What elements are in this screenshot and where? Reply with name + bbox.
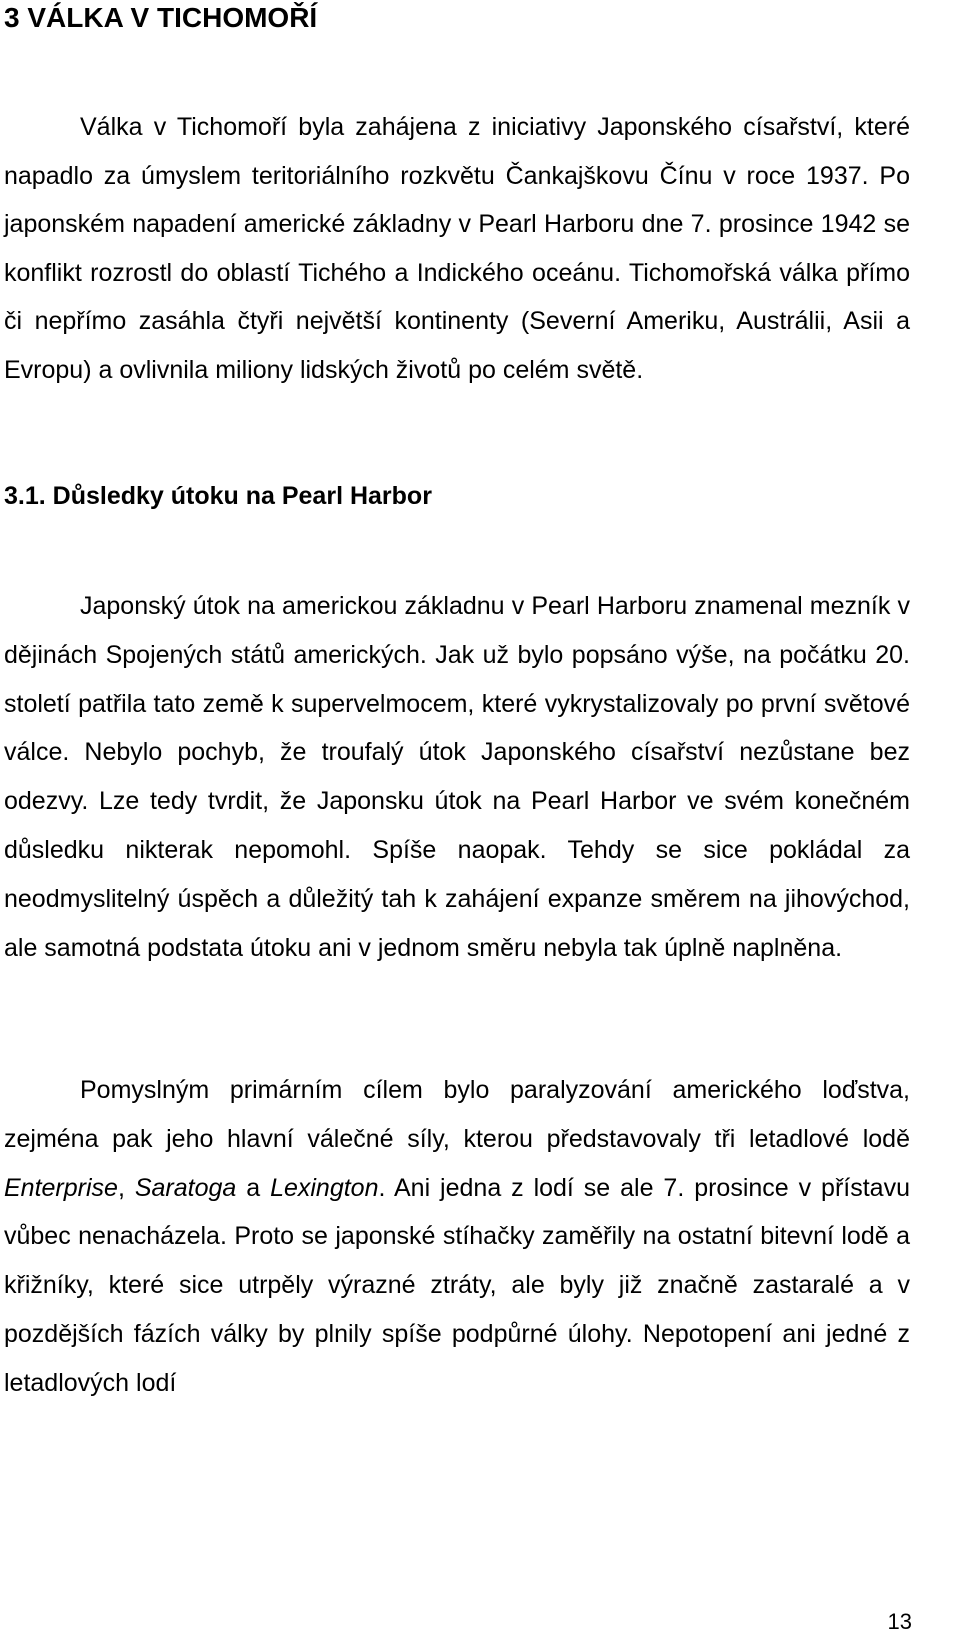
paragraph-intro: Válka v Tichomoří byla zahájena z iniciativy Japonského císařství, které napadlo za úmyslem teritoriálního rozkvětu Čankajškovu Čínu v roce 1937. Po japonském napadení americké základny v Pearl Harboru dne 7. prosince 1942 se konflikt rozrostl do oblastí Tichého a Indického oceánu. Tichomořská válka přímo či nepřímo zasáhla čtyři největší kontinenty (Severní Ameriku, Austrálii, Asii a Evropu) a ovlivnila miliony lidských životů po celém světě. xyxy=(4,113,910,384)
ship-name-saratoga: Saratoga xyxy=(134,1173,237,1202)
paragraph-text: . Ani jedna z lodí se ale 7. prosince v přístavu vůbec nenacházela. Proto se japonské stíhačky zaměřily na ostatní bitevní lodě a křižníky, které sice utrpěly výrazné ztráty, ale byly již značně zastaralé a v pozdějších fázích války by plnily spíše podpůrné úlohy. Nepotopení ani jedné z letadlových lodí xyxy=(4,1173,910,1397)
paragraph-text: Pomyslným primárním cílem bylo paralyzování amerického loďstva, zejména pak jeho hlavní válečné síly, kterou představovaly tři letadlové lodě xyxy=(4,1076,910,1153)
ship-name-enterprise: Enterprise xyxy=(4,1173,118,1202)
paragraph-text: , xyxy=(117,1173,135,1202)
page-number: 13 xyxy=(887,1609,912,1634)
ship-name-lexington: Lexington xyxy=(270,1173,379,1202)
paragraph-primary-target xyxy=(4,1066,910,1408)
chapter-title: 3 VÁLKA V TICHOMOŘÍ xyxy=(4,2,318,33)
paragraph-consequences: Japonský útok na americkou základnu v Pearl Harboru znamenal mezník v dějinách Spojených států amerických. Jak už bylo popsáno výše, na počátku 20. století patřila tato země k supervelmocem, které vykrystalizovaly po první světové válce. Nebylo pochyb, že troufalý útok Japonského císařství nezůstane bez odezvy. Lze tedy tvrdit, že Japonsku útok na Pearl Harbor ve svém konečném důsledku nikterak nepomohl. Spíše naopak. Tehdy se sice pokládal za neodmyslitelný úspěch a důležitý tah k zahájení expanze směrem na jihovýchod, ale samotná podstata útoku ani v jednom směru nebyla tak úplně naplněna. xyxy=(4,592,910,962)
paragraph-text: a xyxy=(236,1173,271,1202)
section-heading: 3.1. Důsledky útoku na Pearl Harbor xyxy=(4,482,432,510)
